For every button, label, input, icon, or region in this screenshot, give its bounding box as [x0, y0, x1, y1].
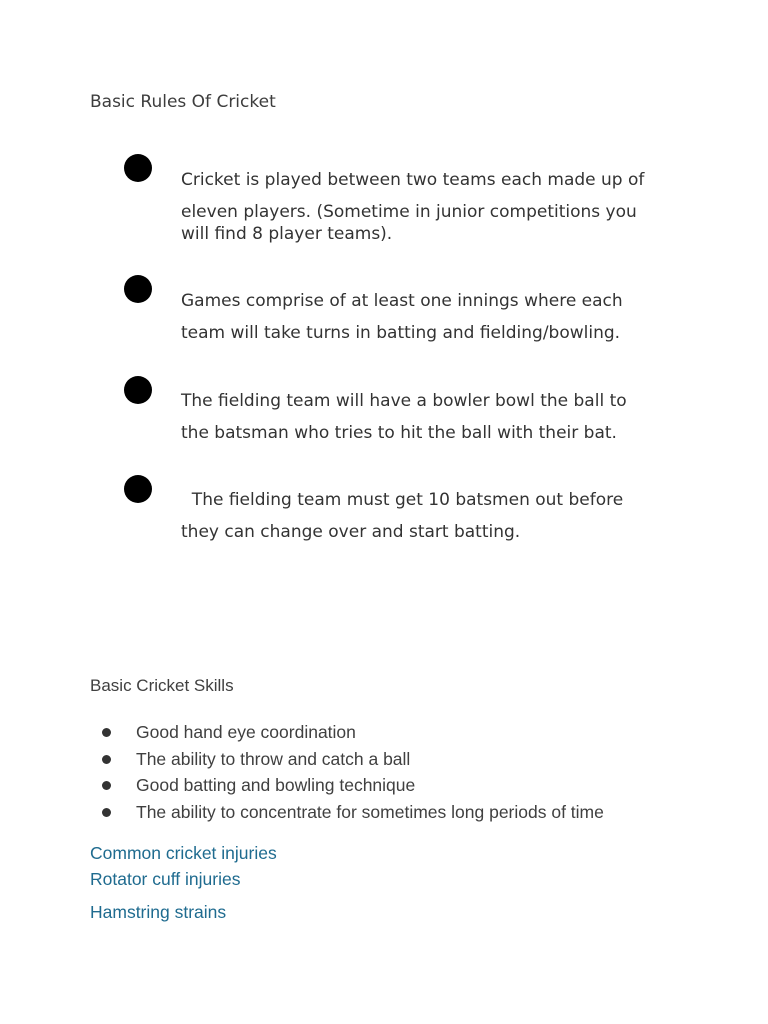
skills-list	[0, 722, 768, 829]
list-item	[0, 722, 768, 749]
bullet-dot	[102, 808, 111, 817]
bullet-dot	[102, 755, 111, 764]
link-common-cricket-injuries[interactable]: Common cricket injuries	[90, 843, 277, 863]
bullet-dot	[102, 728, 111, 737]
bullet-dot	[124, 275, 152, 303]
bullet-dot	[124, 376, 152, 404]
rule-line: The fielding team must get 10 batsmen out before	[181, 490, 624, 510]
list-item	[0, 775, 768, 802]
skill-text: The ability to throw and catch a ball	[136, 748, 411, 769]
skill-text: Good batting and bowling technique	[136, 775, 416, 796]
bullet-dot	[124, 154, 152, 182]
rule-line: team will take turns in batting and fielding/bowling.	[181, 323, 621, 343]
bullet-dot	[124, 475, 152, 503]
rule-text	[181, 291, 681, 343]
skill-text: The ability to concentrate for sometimes long periods of time	[136, 802, 604, 823]
skill-text: Good hand eye coordination	[136, 722, 356, 742]
rule-line: Games comprise of at least one innings where each	[181, 291, 623, 311]
rule-line: eleven players. (Sometime in junior competitions you	[181, 202, 637, 222]
rule-line: they can change over and start batting.	[181, 522, 521, 542]
link-hamstring-strains[interactable]: Hamstring strains	[90, 902, 227, 922]
rule-line: The fielding team will have a bowler bowl the ball to	[181, 391, 627, 411]
rule-line: Cricket is played between two teams each made up of	[181, 170, 645, 190]
bullet-dot	[102, 781, 111, 790]
link-rotator-cuff-injuries[interactable]: Rotator cuff injuries	[90, 869, 241, 889]
skills-heading: Basic Cricket Skills	[90, 676, 234, 695]
list-item	[0, 749, 768, 776]
list-item	[0, 802, 768, 829]
rule-text	[181, 170, 681, 244]
rule-text	[181, 490, 681, 542]
rules-heading: Basic Rules Of Cricket	[90, 92, 276, 112]
rule-line: the batsman who tries to hit the ball with their bat.	[181, 423, 617, 443]
rule-text	[181, 391, 681, 443]
rule-line: will find 8 player teams).	[181, 224, 393, 244]
